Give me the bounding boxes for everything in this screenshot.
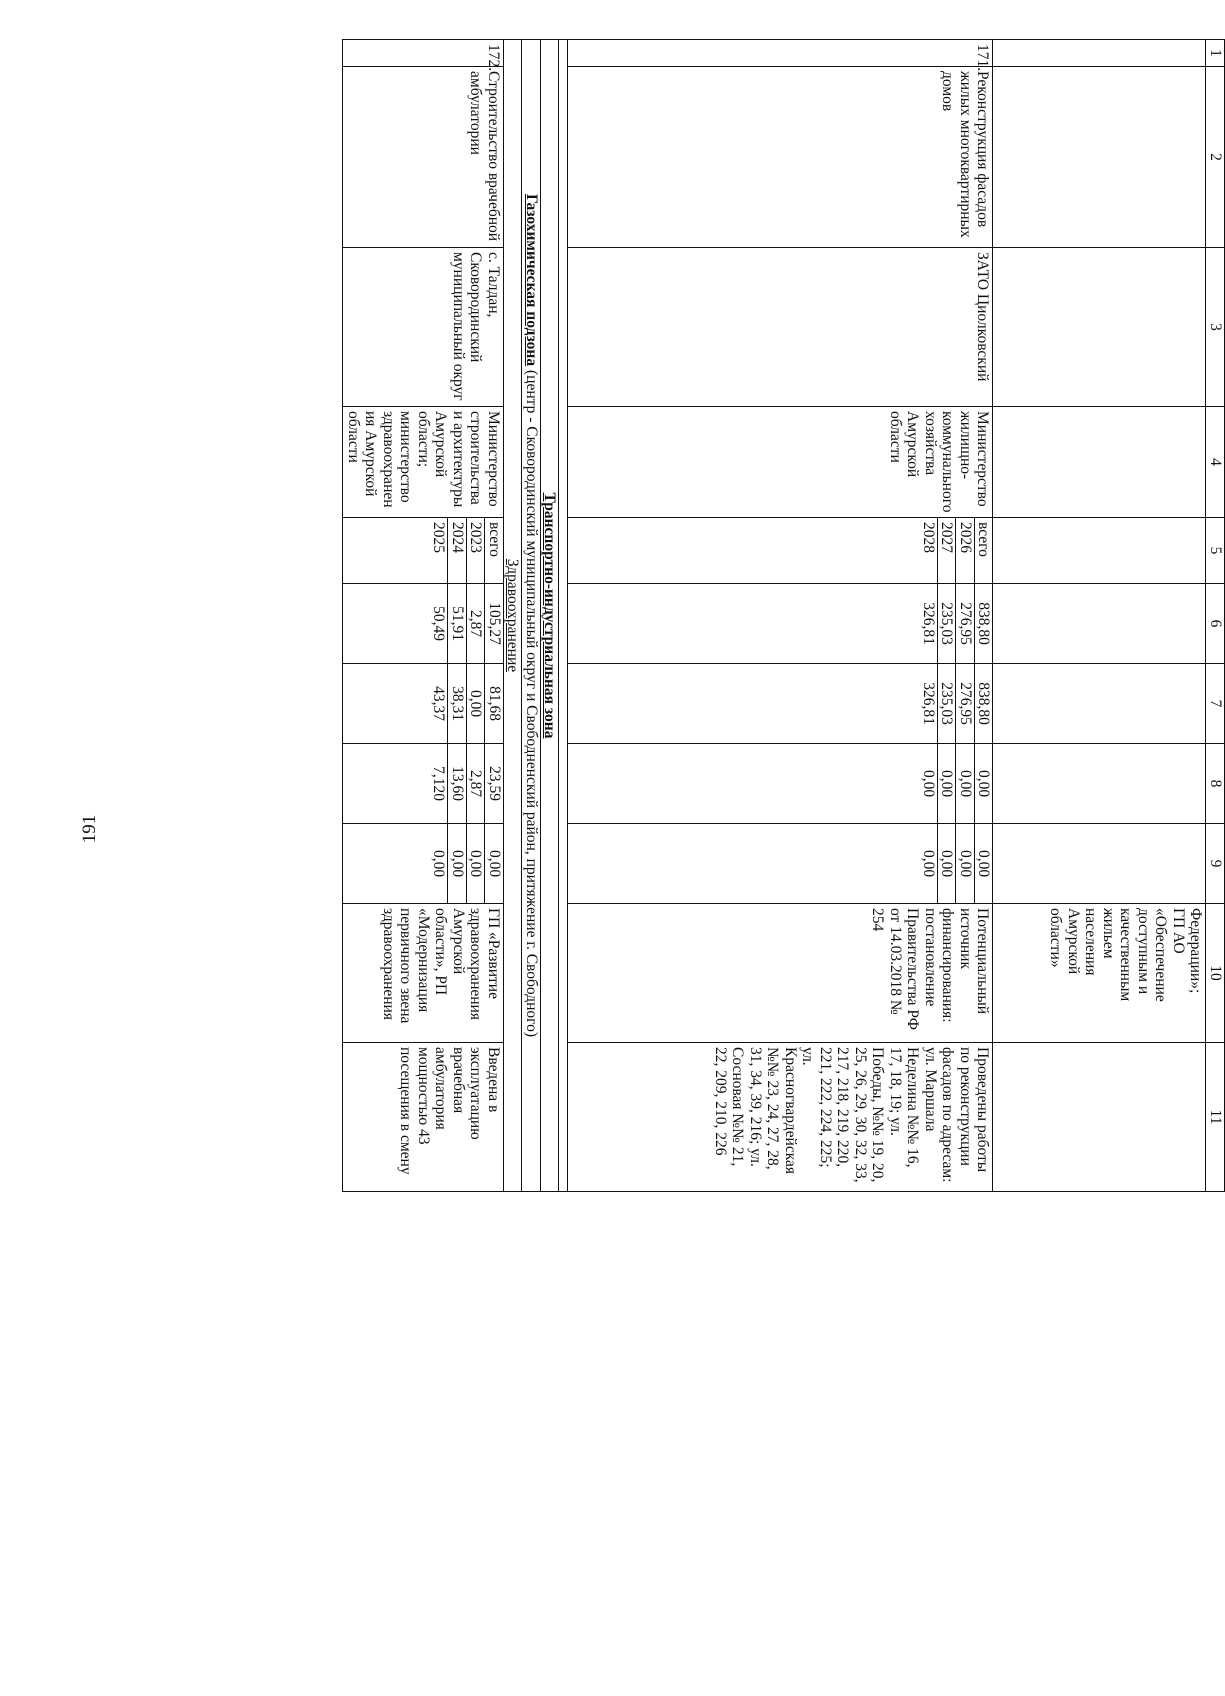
blank-band: [559, 40, 568, 1192]
year: всего: [485, 518, 503, 583]
value: 326,81: [920, 602, 937, 645]
subzone-title: Газохимическая подзона: [523, 193, 540, 367]
subzone-heading: [522, 40, 541, 1192]
col7-cell: [568, 664, 993, 744]
value: 38,31: [448, 664, 467, 743]
value: 50,49: [430, 606, 448, 641]
value: 0,00: [975, 824, 993, 903]
row-number: 172.: [343, 40, 504, 67]
year: 2028: [920, 522, 937, 553]
value: 276,95: [956, 584, 975, 663]
value: 326,81: [920, 682, 937, 725]
table-row-172: [343, 40, 504, 1192]
value: 81,68: [485, 664, 503, 743]
col-header: 8: [1206, 744, 1225, 824]
value: 0,00: [467, 664, 486, 743]
col7-cell: [343, 664, 504, 744]
value: 838,80: [975, 664, 993, 743]
zone-row: [541, 40, 560, 1192]
value: 0,00: [938, 824, 957, 903]
col-header: 2: [1206, 67, 1225, 248]
value: 13,60: [448, 744, 467, 823]
value: 276,95: [956, 664, 975, 743]
header-row: [1206, 40, 1225, 1192]
year: 2026: [956, 518, 975, 583]
responsible: Министерство жилищно-коммунального хозяйства Амурской области: [568, 407, 993, 518]
value: 43,37: [430, 686, 448, 721]
responsible: Министерство строительства и архитектуры Амурской области; министерство здравоохранения Амурской области: [343, 407, 504, 518]
subzone-desc: (центр - Сковородинский муниципальный округ и Свободненский район, притяжение г. Свободного): [523, 366, 540, 1038]
col8-cell: [568, 744, 993, 824]
result-note: Введена в эксплуатацию врачебная амбулатория мощностью 43 посещения в смену: [343, 1043, 504, 1192]
col-header: 11: [1206, 1043, 1225, 1192]
value: 2,87: [467, 584, 486, 663]
continuation-row: [993, 40, 1206, 1192]
value: 0,00: [467, 824, 486, 903]
section-row: [504, 40, 523, 1192]
year: 2023: [467, 518, 486, 583]
value: 0,00: [956, 744, 975, 823]
object-name: Реконструкция фасадов жилых многоквартирных домов: [568, 67, 993, 248]
value: 838,80: [975, 584, 993, 663]
col6-cell: [343, 584, 504, 664]
row-number: 171.: [568, 40, 993, 67]
year: 2025: [430, 522, 448, 553]
program-table: [343, 39, 1225, 1192]
value: 0,00: [975, 744, 993, 823]
year: всего: [975, 518, 993, 583]
col9-cell: [568, 824, 993, 904]
col-header: 3: [1206, 248, 1225, 407]
col-header: 6: [1206, 584, 1225, 664]
years-cell: [343, 518, 504, 584]
col-header: 9: [1206, 824, 1225, 904]
col-header: 10: [1206, 904, 1225, 1043]
value: 0,00: [920, 769, 937, 798]
col8-cell: [343, 744, 504, 824]
subzone-row: [522, 40, 541, 1192]
program-reference: ГП «Развитие здравоохранения Амурской области», РП «Модернизация первичного звена здравоохранения: [343, 904, 504, 1043]
value: 0,00: [938, 744, 957, 823]
year: 2024: [448, 518, 467, 583]
value: 0,00: [920, 849, 937, 878]
col-header: 5: [1206, 518, 1225, 584]
rotated-table-container: [135, 39, 1225, 1191]
value: 0,00: [448, 824, 467, 903]
col9-cell: [343, 824, 504, 904]
value: 23,59: [485, 744, 503, 823]
table-row-171: [568, 40, 993, 1192]
location: ЗАТО Циолковский: [568, 248, 993, 407]
col6-cell: [568, 584, 993, 664]
object-name: Строительство врачебной амбулатории: [343, 67, 504, 248]
col-header: 4: [1206, 407, 1225, 518]
value: 7,120: [430, 766, 448, 801]
col-header: 7: [1206, 664, 1225, 744]
zone-title: Транспортно-индустриальная зона: [541, 40, 560, 1192]
value: 0,00: [956, 824, 975, 903]
value: 235,03: [938, 584, 957, 663]
value: 2,87: [467, 744, 486, 823]
value: 235,03: [938, 664, 957, 743]
financing-source: Потенциальный источник финансирования: постановление Правительства РФ от 14.03.2018 № 254: [568, 904, 993, 1043]
result-note: Проведены работы по реконструкции фасадов по адресам: ул. Маршала Неделина №№ 16, 17, 18, 19; ул. Победы, №№ 19, 20, 25, 26, 29, 30, 32, 33, 217, 218, 219, 220, 221, 222, 224, 225; ул. Красногвардейская №№ 23, 24, 27, 28, 31, 34, 39, 216; ул. Сосновая №№ 21, 22, 209, 210, 226: [568, 1043, 993, 1192]
col-header: 1: [1206, 40, 1225, 67]
continuation-col10: Федерации»; ГП АО «Обеспечение доступным и качественным жильем населения Амурской области»: [993, 904, 1206, 1043]
location: с. Талдан, Сковородинский муниципальный округ: [343, 248, 504, 407]
value: 0,00: [430, 849, 448, 878]
value: 51,91: [448, 584, 467, 663]
page-number: 191: [79, 814, 100, 844]
value: 0,00: [485, 824, 503, 903]
value: 105,27: [485, 584, 503, 663]
section-title: Здравоохранение: [504, 40, 523, 1192]
years-cell: [568, 518, 993, 584]
year: 2027: [938, 518, 957, 583]
